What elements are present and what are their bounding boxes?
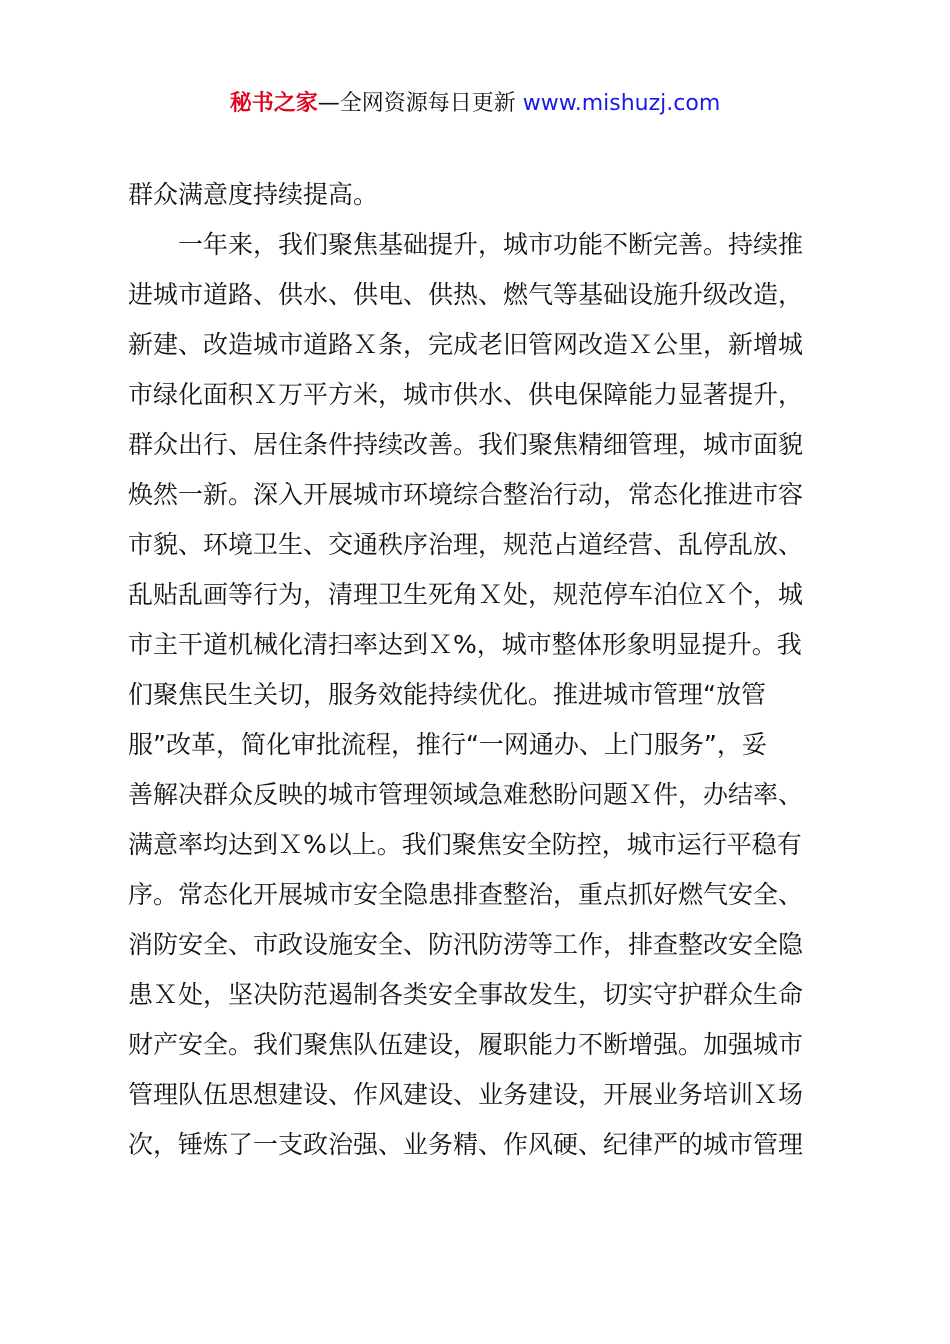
text-line: 患Ｘ处，坚决防范遏制各类安全事故发生，切实守护群众生命 (128, 980, 804, 1009)
text-line: 次，锤炼了一支政治强、业务精、作风硬、纪律严的城市管理 (128, 1130, 804, 1159)
text-line: 序。常态化开展城市安全隐患排查整治，重点抓好燃气安全、 (128, 880, 804, 909)
text-line: 消防安全、市政设施安全、防汛防涝等工作，排查整改安全隐 (128, 930, 804, 959)
text-line: 市貌、环境卫生、交通秩序治理，规范占道经营、乱停乱放、 (128, 530, 804, 559)
text-line: 满意率均达到Ｘ%以上。我们聚焦安全防控，城市运行平稳有 (128, 830, 802, 859)
brand-name: 秘书之家 (229, 91, 318, 116)
text-line: 群众满意度持续提高。 (128, 180, 379, 209)
text-line: 们聚焦民生关切，服务效能持续优化。推进城市管理“放管 (128, 680, 766, 709)
site-header (0, 88, 950, 120)
text-line: 管理队伍思想建设、作风建设、业务建设，开展业务培训Ｘ场 (128, 1080, 804, 1109)
body-text (128, 170, 838, 1170)
text-line: 新建、改造城市道路Ｘ条，完成老旧管网改造Ｘ公里，新增城 (128, 330, 804, 359)
text-line: 群众出行、居住条件持续改善。我们聚焦精细管理，城市面貌 (128, 430, 804, 459)
text-line: 一年来，我们聚焦基础提升，城市功能不断完善。持续推 (128, 230, 804, 259)
text-line: 财产安全。我们聚焦队伍建设，履职能力不断增强。加强城市 (128, 1030, 804, 1059)
text-line: 市绿化面积Ｘ万平方米，城市供水、供电保障能力显著提升， (128, 380, 804, 409)
text-line: 焕然一新。深入开展城市环境综合整治行动，常态化推进市容 (128, 480, 804, 509)
text-line: 乱贴乱画等行为，清理卫生死角Ｘ处，规范停车泊位Ｘ个，城 (128, 580, 804, 609)
text-line: 善解决群众反映的城市管理领域急难愁盼问题Ｘ件，办结率、 (128, 780, 804, 809)
text-line: 进城市道路、供水、供电、供热、燃气等基础设施升级改造， (128, 280, 804, 309)
text-line: 服”改革，简化审批流程，推行“一网通办、上门服务”，妥 (128, 730, 767, 759)
text-line: 市主干道机械化清扫率达到Ｘ%，城市整体形象明显提升。我 (128, 630, 802, 659)
header-tagline: —全网资源每日更新 (317, 91, 523, 116)
site-url-link[interactable]: www.mishuzj.com (522, 91, 721, 116)
